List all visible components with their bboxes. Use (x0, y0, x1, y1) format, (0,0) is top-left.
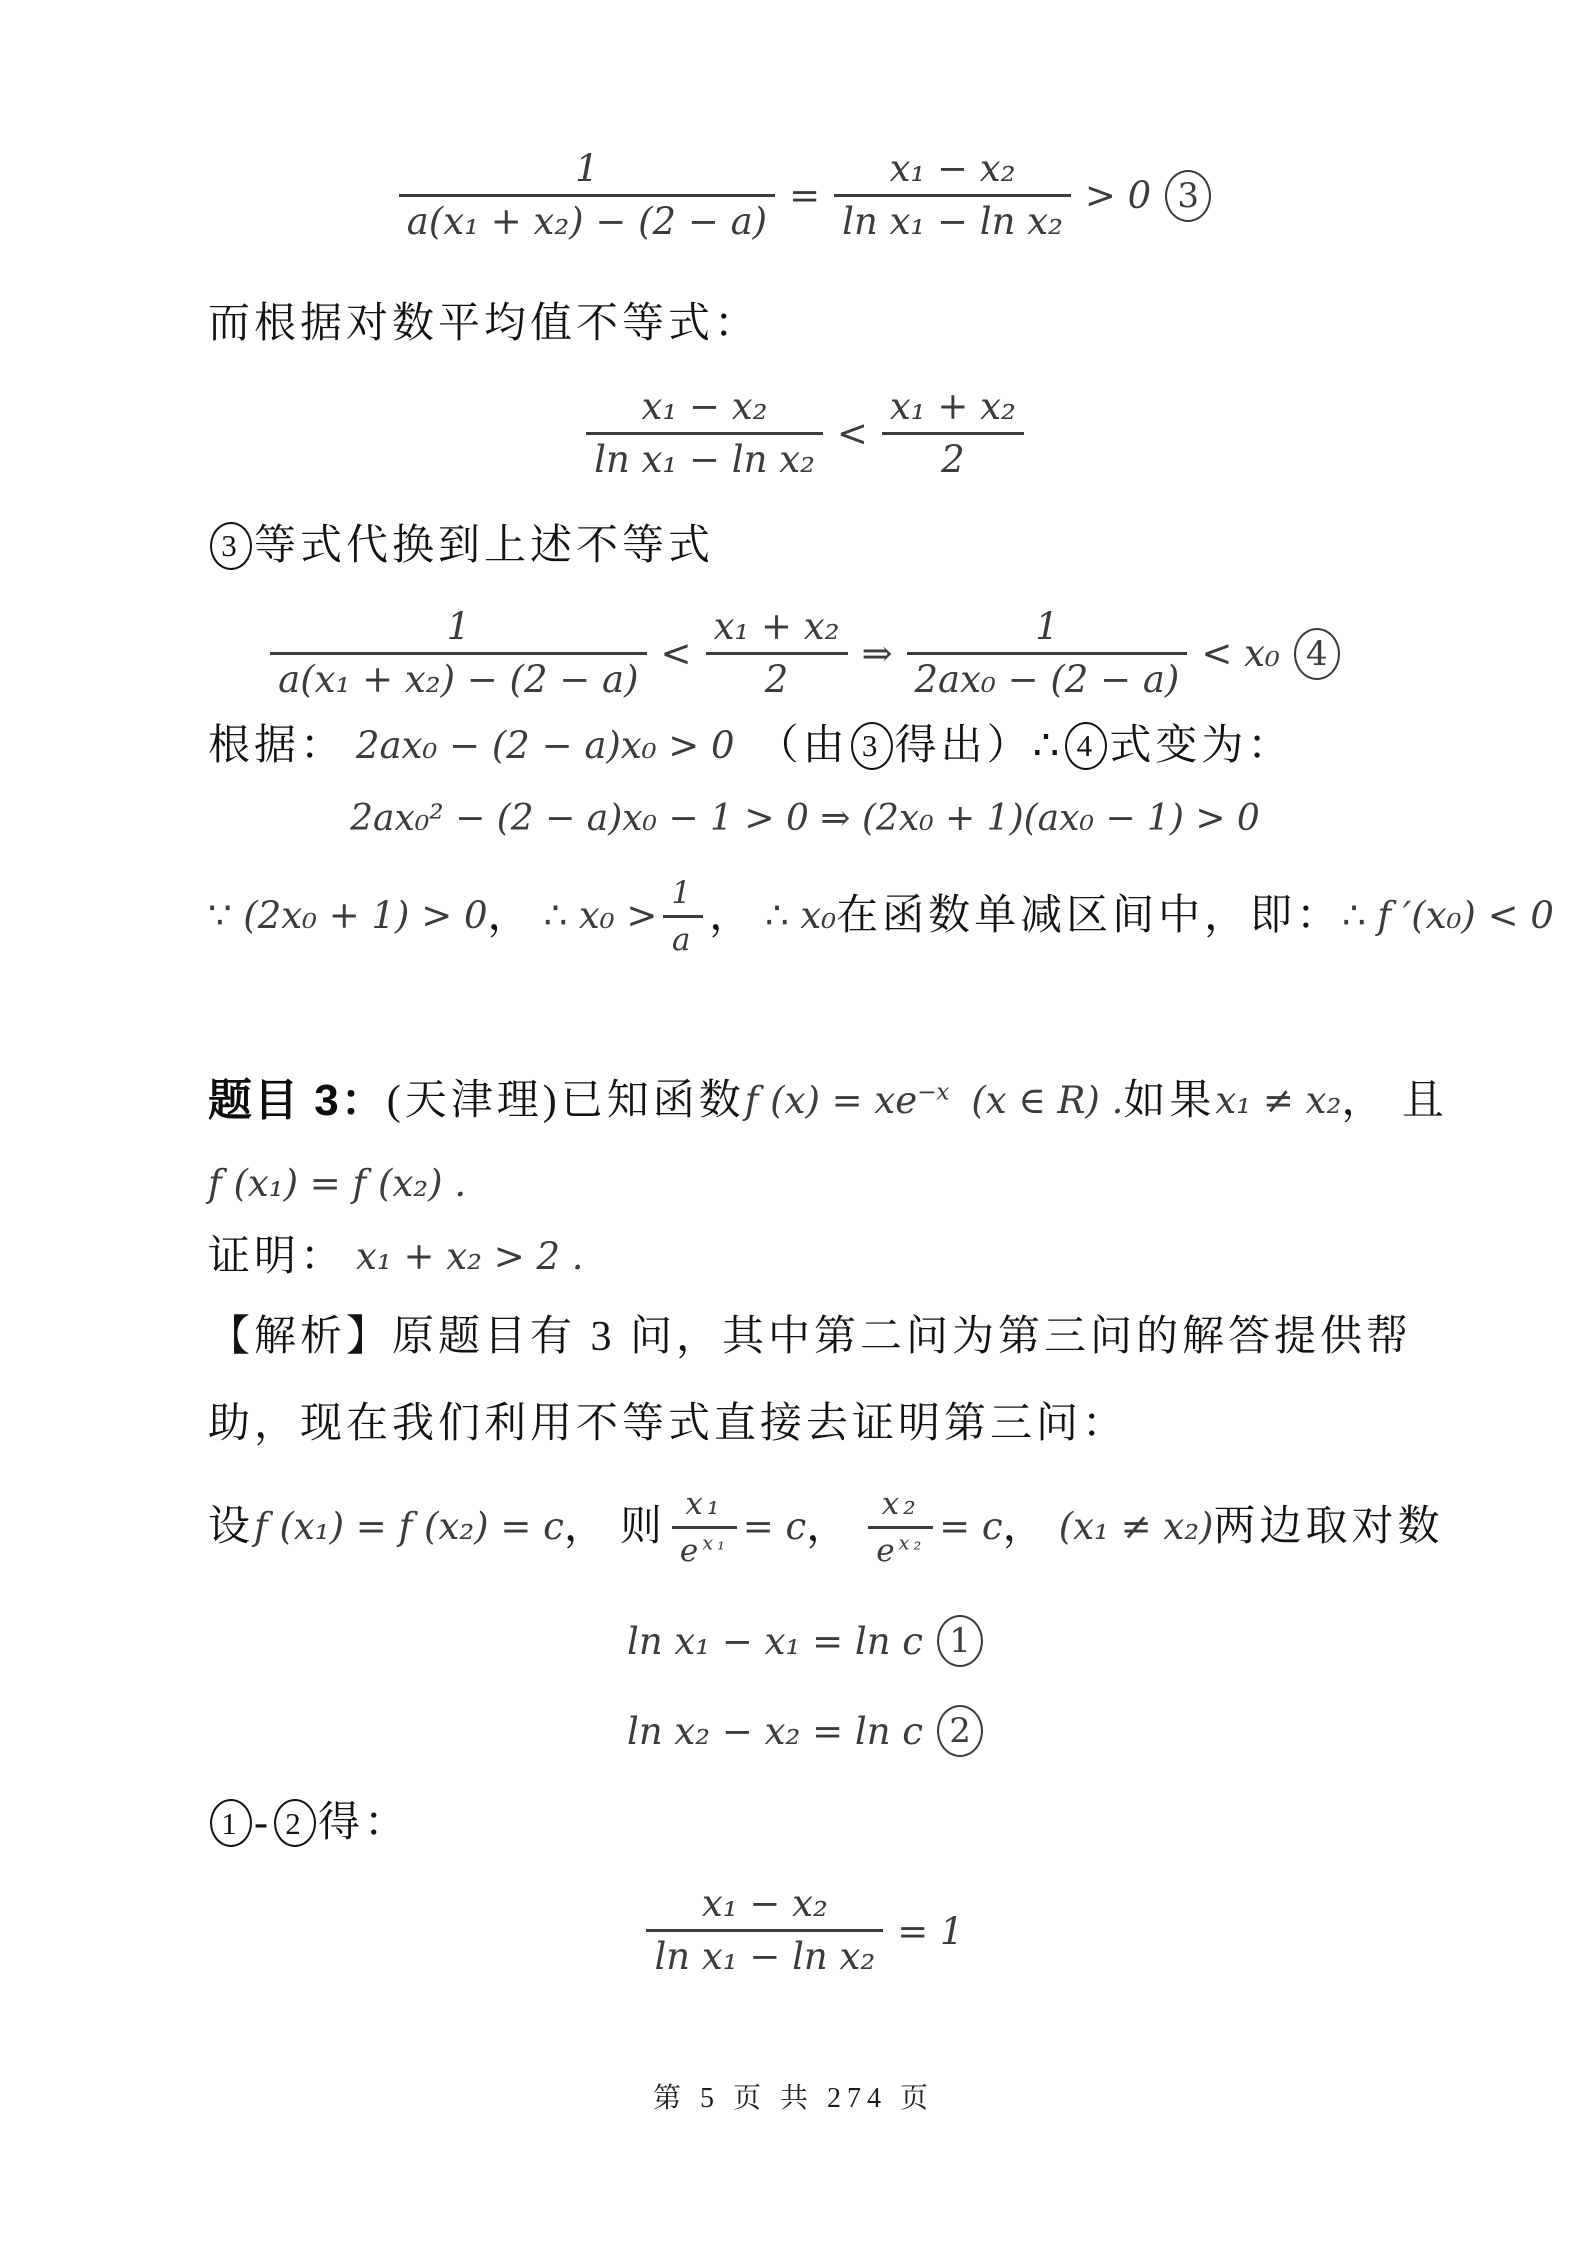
inline-math: (x₁ ≠ x₂) (1058, 1505, 1214, 1549)
circled-number-1: 1 (937, 1615, 983, 1667)
equation-circled-2 (208, 1705, 1402, 1757)
implies-arrow: ⇒ (861, 632, 893, 676)
fraction-denominator: ln x₁ − ln x₂ (654, 1935, 876, 1979)
inline-math: f (x₁) = f (x₂) . (208, 1161, 467, 1205)
math-exponent: x₂ (898, 1531, 926, 1555)
fraction-numerator: x₂ (881, 1486, 920, 1523)
circled-number-3: 3 (210, 522, 252, 570)
comma: ， (709, 893, 756, 940)
fraction (399, 147, 775, 243)
equation-log-mean-inequality (208, 384, 1402, 481)
proof-goal-line (208, 1233, 1402, 1281)
text: 两边取对数 (1213, 1504, 1444, 1551)
page-footer (0, 2076, 1587, 2116)
fraction-denominator: 2 (764, 657, 789, 701)
minus-sign: - (254, 1800, 272, 1847)
inline-math: 2ax₀² − (2 − a)x₀ − 1 > 0 ⇒ (2x₀ + 1)(ax₀ − 1) > 0 (350, 797, 1260, 839)
text: 如果 (1123, 1078, 1216, 1125)
circled-number-3: 3 (1165, 170, 1211, 222)
inline-math: x₁ ≠ x₂ (1215, 1079, 1342, 1123)
inline-math: 2ax₀ − (2 − a)x₀ > 0 (356, 723, 735, 767)
fraction-numerator: 1 (671, 874, 696, 911)
inequality-tail: < x₀ (1201, 632, 1280, 676)
fraction (706, 604, 848, 701)
fraction-numerator: 1 (1035, 604, 1059, 648)
fraction (834, 147, 1071, 243)
text: 【解析】原题目有 3 问，其中第二问为第三问的解答提供帮 (208, 1314, 1413, 1361)
fraction-denominator: a (671, 921, 695, 958)
text: 而根据对数平均值不等式： (208, 300, 761, 347)
analysis-line-1 (208, 1313, 1413, 1361)
text-line-conclusion (208, 874, 1554, 958)
math-base: e (876, 1532, 899, 1569)
text-line-substitute (208, 522, 1402, 570)
inline-math: = c (742, 1505, 807, 1549)
inline-math: ∴ x₀ (765, 894, 837, 938)
fraction-denominator (868, 1529, 933, 1568)
text: 则 (619, 1504, 666, 1551)
inline-math: ∴ x₀ > (543, 894, 658, 938)
comma: ， (487, 893, 534, 940)
fraction (868, 1488, 933, 1567)
fraction (882, 384, 1024, 481)
fraction (907, 604, 1188, 701)
fraction-denominator: a(x₁ + x₂) − (2 − a) (278, 657, 639, 701)
fraction (586, 384, 823, 481)
equation-circled-1 (208, 1615, 1402, 1667)
fraction-numerator: x₁ − x₂ (889, 147, 1016, 190)
circled-number-4: 4 (1065, 722, 1107, 770)
equals-sign: = (789, 174, 821, 218)
fraction (672, 1488, 737, 1567)
text-suffix: 式变为： (1109, 722, 1294, 769)
fraction-denominator: 2 (941, 437, 965, 481)
text: 助，现在我们利用不等式直接去证明第三问： (208, 1400, 1129, 1447)
problem-source: (天津理) (386, 1078, 561, 1125)
circled-number-2: 2 (274, 1799, 316, 1847)
text-line-subtract (208, 1799, 1402, 1847)
page-number-text: 第 5 页 共 274 页 (652, 2083, 934, 2114)
equation-final (208, 1882, 1402, 1979)
fraction (646, 1882, 883, 1979)
analysis-line-2 (208, 1400, 1402, 1448)
fraction-numerator: x₁ + x₂ (889, 384, 1016, 428)
text-prefix: 根据： (208, 722, 347, 769)
fraction-denominator: ln x₁ − ln x₂ (594, 437, 815, 481)
math-exponent: −x (917, 1079, 950, 1106)
equation-circled-4 (208, 604, 1402, 701)
less-than-sign: < (660, 632, 692, 676)
equation-circled-3 (208, 147, 1402, 243)
text: ， 且 (1341, 1078, 1448, 1125)
circled-number-1: 1 (210, 1799, 252, 1847)
inline-math: ln x₂ − x₂ = ln c (626, 1709, 924, 1753)
math-base: e (679, 1532, 703, 1569)
fraction-numerator: x₁ + x₂ (713, 604, 840, 648)
fraction-numerator: x₁ − x₂ (701, 1882, 828, 1926)
text-paren-close: 得出） (894, 722, 1033, 769)
fraction (270, 604, 646, 701)
comma: ， (806, 1504, 853, 1551)
problem-3-heading (208, 1076, 1448, 1127)
equals-one: = 1 (897, 1909, 964, 1953)
inline-math: f (x₁) = f (x₂) = c (254, 1505, 564, 1549)
less-than-sign: < (836, 412, 868, 456)
inline-math: = c (939, 1505, 1003, 1549)
text: 得： (318, 1800, 411, 1847)
circled-number-2: 2 (937, 1705, 983, 1757)
fraction-denominator (672, 1529, 737, 1568)
math-exponent: x₁ (702, 1531, 729, 1555)
therefore-symbol: ∴ (1032, 722, 1064, 769)
inline-math: ∴ f ′(x₀) < 0 (1342, 894, 1554, 938)
text: 已知函数 (560, 1078, 745, 1125)
inline-math (745, 1080, 950, 1123)
equation-quadratic (208, 798, 1402, 839)
comma: ， (563, 1504, 610, 1551)
text-line-genju (208, 722, 1402, 770)
problem-title: 题目 3： (208, 1076, 387, 1126)
fraction-denominator: ln x₁ − ln x₂ (842, 199, 1063, 243)
comma: ， (1002, 1504, 1049, 1551)
fraction (663, 874, 703, 958)
inline-math: ln x₁ − x₁ = ln c (626, 1619, 924, 1663)
fraction-numerator: 1 (575, 147, 599, 190)
fraction-numerator: 1 (446, 604, 471, 648)
text: 在函数单减区间中，即： (836, 893, 1343, 940)
fraction-denominator: a(x₁ + x₂) − (2 − a) (406, 199, 768, 243)
circled-number-4: 4 (1294, 628, 1340, 680)
fraction-numerator: x₁ − x₂ (641, 384, 768, 428)
inline-math: ∵ (2x₀ + 1) > 0 (208, 894, 488, 938)
inline-math: x₁ + x₂ > 2 . (356, 1235, 584, 1279)
text-paren-open: （由 (756, 722, 849, 769)
fraction-numerator: x₁ (685, 1486, 724, 1523)
setup-line (208, 1486, 1444, 1569)
inline-math: (x ∈ R) . (971, 1079, 1124, 1123)
fraction-denominator: 2ax₀ − (2 − a) (914, 657, 1180, 701)
proof-label: 证明： (208, 1234, 347, 1281)
inequality-tail: > 0 (1084, 174, 1152, 218)
text-line-lmi-intro (208, 300, 1402, 348)
text: 设 (208, 1504, 255, 1551)
circled-number-3: 3 (851, 722, 893, 770)
text: 等式代换到上述不等式 (254, 522, 715, 569)
math-base: f (x) = xe (744, 1079, 918, 1123)
problem-condition-line (208, 1163, 1402, 1206)
